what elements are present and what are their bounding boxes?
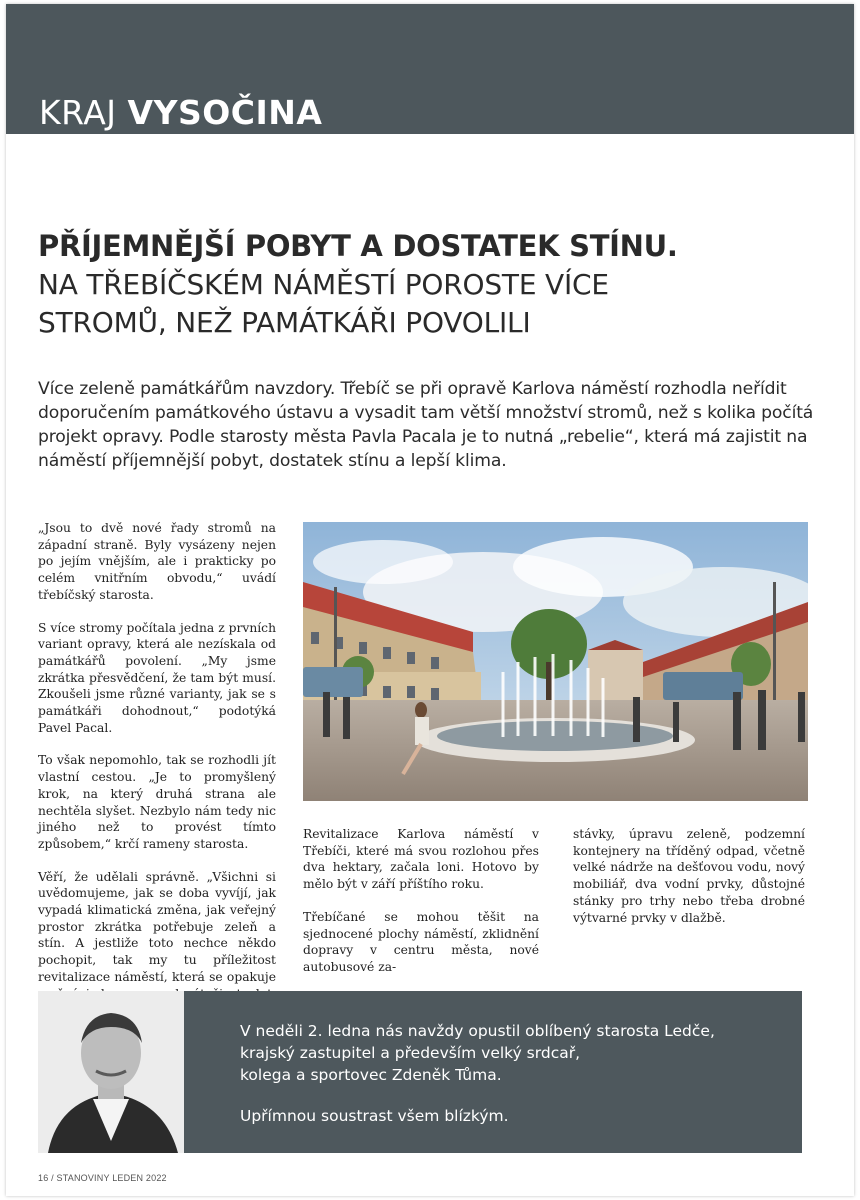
- notice-line: kolega a sportovec Zdeněk Tůma.: [240, 1066, 502, 1084]
- paragraph: Věří, že udělali správně. „Všichni si uvědomujeme, jak se doba vyvíjí, jak vypadá klimatická změna, jak veřejný prostor zkrátka potřebuje zeleň a stín. A jestliže toto nechce někdo pochopit, tak my tu příležitost revitalizace náměstí, která se opakuje: [38, 869, 276, 984]
- notice-line: V neděli 2. ledna nás navždy opustil oblíbený starosta Ledče,: [240, 1022, 715, 1040]
- middle-text-column: [303, 826, 539, 992]
- section-title-bold: VYSOČINA: [127, 93, 323, 132]
- paragraph: Revitalizace Karlova náměstí v Třebíči, které má svou rozlohou přes dva hektary, začala loni. Hotovo by mělo být v září příštího roku.: [303, 827, 539, 892]
- article-headline: [38, 226, 838, 342]
- paragraph: Třebíčané se mohou těšit na sjednocené plochy náměstí, zklidnění dopravy v centru města, nové autobusové za-: [303, 909, 539, 974]
- paragraph: S více stromy počítala jedna z prvních variant opravy, která ale nezískala od památkářů povolení. „My jsme zkrátka přesvědčení, že tam být musí. Zkoušeli jsme různé varianty, jak se s památkáři dohodnout,“ podotýká Pavel Pacal.: [38, 620, 276, 735]
- left-text-column: [38, 520, 276, 1052]
- notice-closing: Upřímnou soustrast všem blízkým.: [240, 1107, 509, 1125]
- headline-bold: PŘÍJEMNĚJŠÍ POBYT A DOSTATEK STÍNU.: [38, 229, 678, 263]
- section-title-light: KRAJ: [39, 93, 128, 132]
- right-text-column: [573, 826, 805, 942]
- square-visualization-photo: [303, 522, 808, 801]
- condolence-notice-text: [240, 1020, 780, 1127]
- page-footer: 16 / STANOVINY LEDEN 2022: [38, 1173, 167, 1183]
- portrait-photo: [38, 991, 184, 1153]
- paragraph: To však nepomohlo, tak se rozhodli jít vlastní cestou. „Je to promyšlený krok, na který druhá strana ale nechtěla slyšet. Nezbylo nám tedy nic jiného než to provést tímto způsobem,“ krčí rameny starosta.: [38, 753, 276, 851]
- article-lead: Více zeleně památkářům navzdory. Třebíč se při opravě Karlova náměstí rozhodla neřídit doporučením památkového ústavu a vysadit tam větší množství stromů, než s kolika počítá projekt opravy. Podle starosty města Pavla Pacala je to nutná „rebelie“, která má zajistit na náměstí příjemnější pobyt, dostatek stínu a lepší klima.: [38, 379, 814, 471]
- section-title: [39, 92, 322, 134]
- notice-spacer: [240, 1086, 780, 1105]
- paragraph: „Jsou to dvě nové řady stromů na západní straně. Byly vysázeny nejen po jejím vnějším, ale i prakticky po celém vnitřním obvodu,“ uvádí třebíčský starosta.: [38, 521, 276, 602]
- notice-line: krajský zastupitel a především velký srdcař,: [240, 1044, 581, 1062]
- paragraph: stávky, úpravu zeleně, podzemní kontejnery na tříděný odpad, včetně velké nádrže na dešťovou vodu, nový mobiliář, dva vodní prvky, důstojné stánky pro trhy nebo třeba drobné výtvarné prvky v dlažbě.: [573, 827, 805, 925]
- headline-subtitle: NA TŘEBÍČSKÉM NÁMĚSTÍ POROSTE VÍCE STROMŮ, NEŽ PAMÁTKÁŘI POVOLILI: [38, 268, 609, 339]
